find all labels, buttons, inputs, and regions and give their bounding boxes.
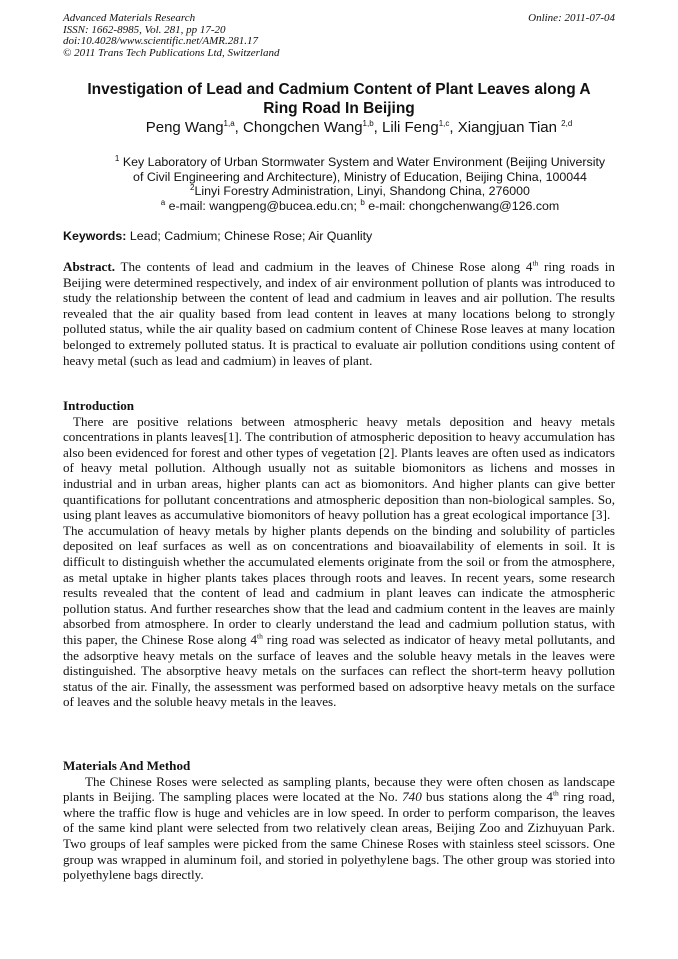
author-affil-sup: 1,b xyxy=(362,119,374,128)
introduction-section xyxy=(63,398,615,710)
abstract xyxy=(63,259,615,368)
email-marker: b xyxy=(360,197,365,207)
keywords-text: Lead; Cadmium; Chinese Rose; Air Quanlity xyxy=(129,229,373,243)
materials-section xyxy=(63,758,615,883)
ring-number: 4 xyxy=(546,789,553,805)
email-marker: a xyxy=(160,197,166,207)
section-heading-materials: Materials And Method xyxy=(63,758,191,773)
paragraph-text: ring road was selected as indicator of heavy metal pollutants, and the adsorptive heavy metals on the surface of leaves and the soluble heavy metals in the leaves were distinguished. The absorptive heavy metals on the surfaces can reflect the short-term heavy pollution status of the air. Finally, the assessment was performed based on adsorptive heavy metals on the surface of leaves and the soluble heavy metals in the leaves. xyxy=(63,631,616,710)
author-name: Lili Feng xyxy=(382,119,439,136)
affil-text: Linyi Forestry Administration, Linyi, Shandong China, 276000 xyxy=(194,184,530,198)
author-affil-sup: 1,a xyxy=(223,119,235,128)
email-line xyxy=(100,199,620,214)
author-name: Xiangjuan Tian xyxy=(457,119,557,136)
bus-number: 740 xyxy=(402,789,422,805)
keywords-label: Keywords: xyxy=(63,229,127,243)
author-affil-sup: 2,d xyxy=(561,119,573,128)
paragraph-text: The accumulation of heavy metals by higher plants depends on the binding and solubility of particles deposited on leaf surfaces as well as on concentrations and bioavailability of elements in soil. It is difficult to distinguish whether the accumulated elements originate from the soil or from the atmosphere, as metal uptake in higher plants takes places through roots and leaves. In recent years, some research results revealed that the content of lead and cadmium in plant leaves can indicate the atmospheric pollution status. And further researches show that the lead and cadmium content in the leaves are mainly absorbed from atmosphere. In order to clearly understand the lead and cadmium pollution status, with this paper, the Chinese Rose along 4 xyxy=(63,522,615,647)
ordinal-sup: th xyxy=(257,631,263,641)
section-heading-introduction: Introduction xyxy=(63,398,135,413)
issn-line: ISSN: 1662-8985, Vol. 281, pp 17-20 xyxy=(63,23,226,36)
email-b: e-mail: chongchenwang@126.com xyxy=(368,198,560,213)
author-name: Peng Wang xyxy=(145,119,224,136)
journal-name: Advanced Materials Research xyxy=(63,12,196,24)
materials-paragraph xyxy=(63,774,615,883)
affiliations xyxy=(100,155,620,213)
intro-paragraph-1: There are positive relations between atmospheric heavy metals deposition and heavy metals concentrations in plants leaves[1]. The contribution of atmospheric deposition to heavy accumulation has also been evidenced for forest and other types of vegetation [2]. Plants leaves are often used as indicators of heavy metal pollution. Although usually not as suitable biomonitors as lichens and mosses in industrial and in urban areas, higher plants can act as biomonitors. And higher plants can give better quantifications for pollutant concentrations and atmospheric deposition than non-biological samples. So, using plant leaves as accumulative biomonitors of heavy pollution has a great ecological importance [3]. xyxy=(63,413,615,523)
ordinal-sup: th xyxy=(532,258,539,268)
author-list: Peng Wang$^{1,a}$, Chongchen Wang$^{1,b}$, Lili Feng$^{1,c}$, Xiangjuan Tian $^{2,d}$ xyxy=(145,119,573,136)
ordinal-sup: th xyxy=(552,788,559,798)
abstract-text: ring roads in Beijing were determined respectively, and index of air environment pollution of plants was introduced to study the relationship between the content of lead and cadmium in leaves and air pollution. The results revealed that the air quality based from lead content in leaves at many locations belong to strongly polluted status, while the air quality based on cadmium content of Chinese Rose leaves at many location belonged to extremely polluted status. It is practical to evaluate air pollution conditions using content of heavy metal (such as lead and cadmium) in leaves of plant. xyxy=(63,259,615,368)
affiliation-1-line-2: of Civil Engineering and Architecture), Ministry of Education, Beijing China, 100044 xyxy=(133,169,587,184)
paragraph-text: bus stations along the xyxy=(426,789,543,805)
paper-title xyxy=(63,80,615,118)
doi-line: doi:10.4028/www.scientific.net/AMR.281.17 xyxy=(63,35,259,47)
abstract-label: Abstract. xyxy=(63,259,115,274)
title-line-2: Ring Road In Beijing xyxy=(263,100,415,117)
affil-text: Key Laboratory of Urban Stormwater System and Water Environment (Beijing University xyxy=(122,155,606,169)
affiliation-2 xyxy=(100,184,620,199)
abstract-text: The contents of lead and cadmium in the leaves of Chinese Rose along 4 xyxy=(120,259,533,274)
paragraph-text: The Chinese Roses were selected as sampling plants, because they were often chosen as landscape plants in Beijing. The sampling places were located at the No. xyxy=(63,773,615,805)
keywords xyxy=(63,229,372,243)
paragraph-text: ring road, where the traffic flow is huge and vehicles are in low speed. In order to perform comparison, the leaves of the same kind plant were selected from two relatively clean areas, Beijing Zoo and Zizhuyuan Park. Two groups of leaf samples were picked from the same Chinese Roses with stainless steel scissors. One group was wrapped in aluminum foil, and storied in polyethylene bags. The other group was storied into polyethylene bags directly. xyxy=(63,789,615,883)
author-affil-sup: 1,c xyxy=(438,119,450,128)
online-date: Online: 2011-07-04 xyxy=(528,12,615,24)
author-name: Chongchen Wang xyxy=(243,119,363,136)
email-a: e-mail: wangpeng@bucea.edu.cn; xyxy=(168,198,357,213)
affil-marker: 2 xyxy=(190,182,195,192)
journal-header xyxy=(63,13,279,59)
title-line-1: Investigation of Lead and Cadmium Content of Plant Leaves along A xyxy=(87,81,591,98)
intro-paragraph-2 xyxy=(63,523,615,710)
affiliation-1-line-1 xyxy=(100,155,620,170)
affil-marker: 1 xyxy=(114,153,120,163)
copyright-line: © 2011 Trans Tech Publications Ltd, Switzerland xyxy=(63,46,280,59)
